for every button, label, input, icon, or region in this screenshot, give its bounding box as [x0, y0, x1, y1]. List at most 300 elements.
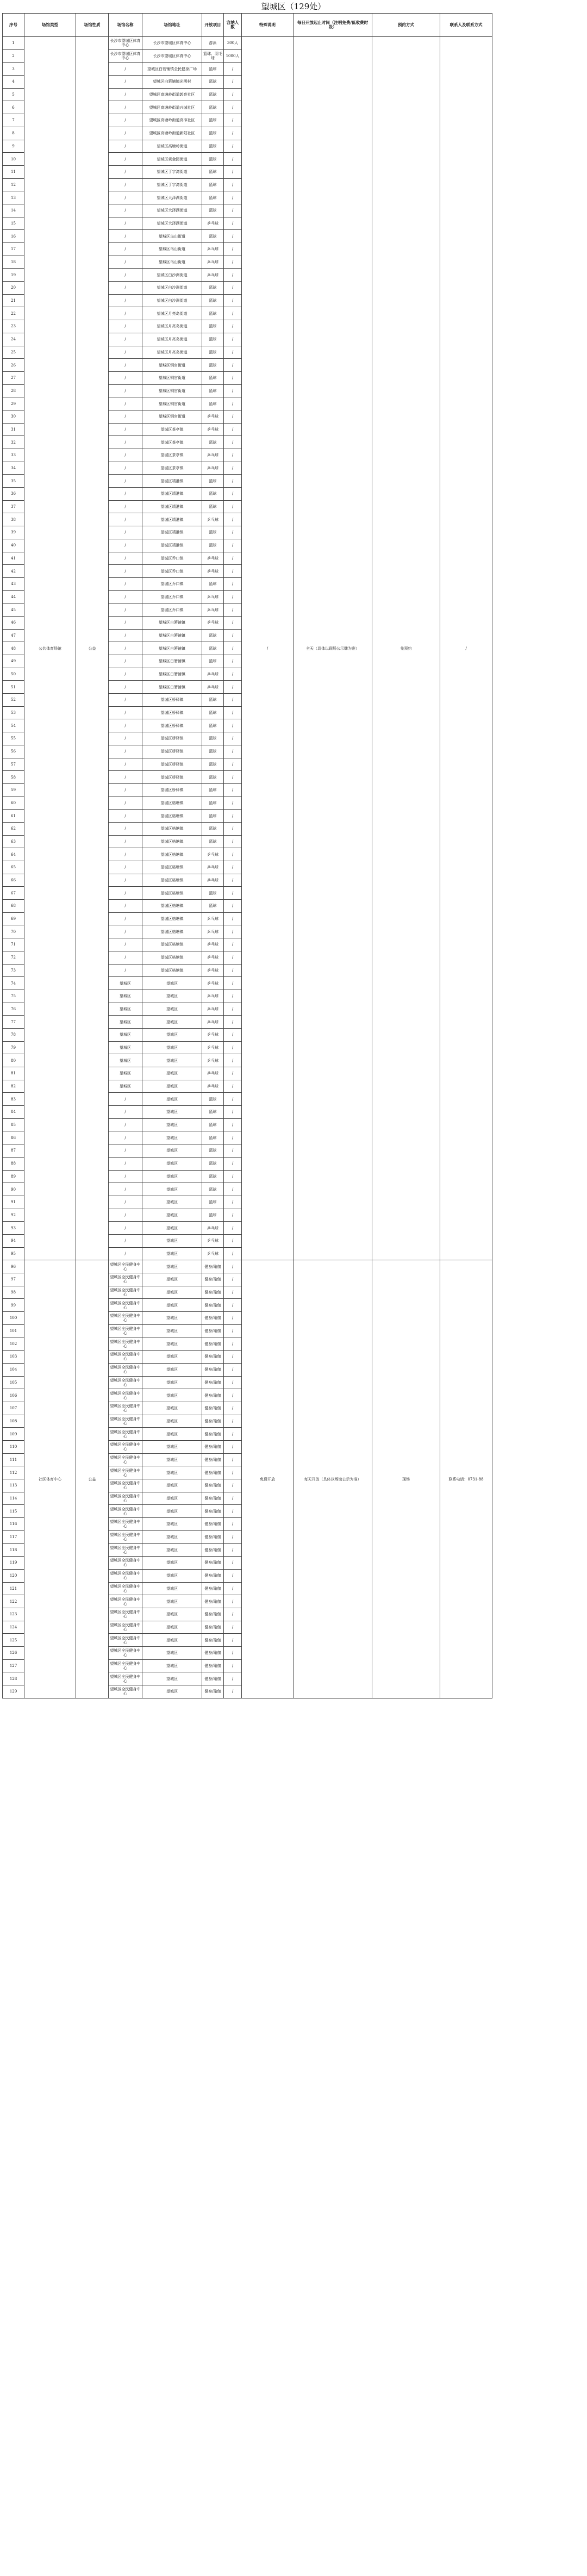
seq-cell: 16 [3, 230, 24, 243]
open-item-cell: 篮球 [202, 1118, 224, 1131]
open-item-cell: 乒乓球 [202, 590, 224, 603]
venue-address-cell: 望城区 [142, 1324, 202, 1337]
seq-cell: 56 [3, 745, 24, 758]
venue-name-cell: 望城区全民健身中心 [109, 1672, 142, 1685]
booking-cell: 免预约 [372, 37, 440, 1260]
venue-address-cell: 望城区 [142, 1659, 202, 1672]
open-item-cell: 乒乓球 [202, 1222, 224, 1235]
venue-address-cell: 望城区 [142, 1595, 202, 1608]
venue-nature-cell: 公益 [76, 37, 109, 1260]
seq-cell: 79 [3, 1041, 24, 1054]
header-cell: 场馆性质 [76, 14, 109, 37]
seq-cell: 23 [3, 320, 24, 333]
venue-address-cell: 望城区白沙洲街道 [142, 282, 202, 295]
seq-cell: 110 [3, 1440, 24, 1453]
seq-cell: 1 [3, 37, 24, 50]
venue-address-cell: 望城区乌山街道 [142, 256, 202, 269]
capacity-cell: / [224, 1376, 242, 1389]
capacity-cell: / [224, 758, 242, 771]
open-item-cell: 乒乓球 [202, 1234, 224, 1247]
capacity-cell: / [224, 191, 242, 204]
venue-name-cell: / [109, 861, 142, 874]
open-item-cell: 健身/瑜伽 [202, 1685, 224, 1698]
capacity-cell: / [224, 912, 242, 925]
open-item-cell: 健身/瑜伽 [202, 1363, 224, 1376]
open-item-cell: 篮球 [202, 539, 224, 552]
capacity-cell: / [224, 475, 242, 488]
venue-name-cell: / [109, 732, 142, 745]
open-item-cell: 篮球 [202, 1170, 224, 1183]
venue-name-cell: / [109, 436, 142, 449]
hours-cell: 每天开放（具体以场馆公示为准） [294, 1260, 372, 1698]
seq-cell: 32 [3, 436, 24, 449]
venue-address-cell: 望城区 [142, 1080, 202, 1093]
venue-name-cell: / [109, 900, 142, 913]
venue-name-cell: / [109, 191, 142, 204]
capacity-cell: / [224, 1621, 242, 1634]
venue-address-cell: 望城区格塘镇 [142, 822, 202, 835]
venue-address-cell: 望城区 [142, 1492, 202, 1505]
contact-cell: 联系电话：0731-88 [440, 1260, 492, 1698]
capacity-cell: / [224, 1222, 242, 1235]
venue-name-cell: / [109, 694, 142, 707]
venue-address-cell: 望城区乔口镇 [142, 565, 202, 578]
capacity-cell: / [224, 1466, 242, 1479]
seq-cell: 35 [3, 475, 24, 488]
venue-name-cell: / [109, 462, 142, 475]
capacity-cell: / [224, 1067, 242, 1080]
open-item-cell: 乒乓球 [202, 964, 224, 977]
venue-address-cell: 望城区大泽湖街道 [142, 191, 202, 204]
table-row [3, 37, 585, 50]
seq-cell: 80 [3, 1054, 24, 1067]
venue-name-cell: 望城区全民健身中心 [109, 1260, 142, 1273]
open-item-cell: 健身/瑜伽 [202, 1466, 224, 1479]
capacity-cell: / [224, 1016, 242, 1029]
open-item-cell: 篮球 [202, 758, 224, 771]
open-item-cell: 健身/瑜伽 [202, 1582, 224, 1595]
seq-cell: 87 [3, 1144, 24, 1158]
venue-address-cell: 望城区大泽湖街道 [142, 204, 202, 217]
seq-cell: 94 [3, 1234, 24, 1247]
capacity-cell: / [224, 1544, 242, 1557]
venue-address-cell: 望城区格塘镇 [142, 887, 202, 900]
venue-address-cell: 望城区茶亭镇 [142, 462, 202, 475]
open-item-cell: 健身/瑜伽 [202, 1608, 224, 1621]
capacity-cell: / [224, 488, 242, 501]
open-item-cell: 游泳 [202, 37, 224, 50]
capacity-cell: / [224, 900, 242, 913]
venue-address-cell: 望城区桥驿镇 [142, 719, 202, 732]
venue-address-cell: 望城区 [142, 1273, 202, 1286]
capacity-cell: / [224, 681, 242, 694]
venue-name-cell: 望城区全民健身中心 [109, 1595, 142, 1608]
open-item-cell: 乒乓球 [202, 449, 224, 462]
capacity-cell: / [224, 1685, 242, 1698]
seq-cell: 11 [3, 165, 24, 178]
open-item-cell: 篮球 [202, 282, 224, 295]
open-item-cell: 健身/瑜伽 [202, 1646, 224, 1659]
capacity-cell: / [224, 76, 242, 89]
seq-cell: 124 [3, 1621, 24, 1634]
seq-cell: 46 [3, 616, 24, 629]
capacity-cell: / [224, 745, 242, 758]
capacity-cell: / [224, 539, 242, 552]
venue-address-cell: 望城区 [142, 1685, 202, 1698]
venue-name-cell: / [109, 1093, 142, 1106]
capacity-cell: / [224, 552, 242, 565]
venue-address-cell: 望城区 [142, 1530, 202, 1544]
venue-address-cell: 望城区 [142, 1634, 202, 1647]
hours-cell: 全天（具体以现场公示牌为准） [294, 37, 372, 1260]
venue-address-cell: 望城区 [142, 1093, 202, 1106]
seq-cell: 96 [3, 1260, 24, 1273]
venue-address-cell: 望城区格塘镇 [142, 951, 202, 964]
open-item-cell: 乒乓球 [202, 256, 224, 269]
venue-name-cell: / [109, 76, 142, 89]
seq-cell: 111 [3, 1453, 24, 1466]
capacity-cell: / [224, 153, 242, 166]
venue-address-cell: 望城区 [142, 1170, 202, 1183]
venue-name-cell: / [109, 668, 142, 681]
venue-name-cell: 望城区 [109, 1016, 142, 1029]
venue-address-cell: 望城区 [142, 1582, 202, 1595]
open-item-cell: 篮球 [202, 191, 224, 204]
venue-address-cell: 望城区乔口镇 [142, 552, 202, 565]
venue-address-cell: 长沙市望城区体育中心 [142, 37, 202, 50]
venue-address-cell: 望城区白箬铺镇 [142, 642, 202, 655]
venue-address-cell: 望城区白箬铺镇 [142, 629, 202, 642]
open-item-cell: 乒乓球 [202, 951, 224, 964]
seq-cell: 13 [3, 191, 24, 204]
open-item-cell: 健身/瑜伽 [202, 1273, 224, 1286]
open-item-cell: 乒乓球 [202, 1247, 224, 1260]
seq-cell: 72 [3, 951, 24, 964]
seq-cell: 85 [3, 1118, 24, 1131]
venue-address-cell: 望城区 [142, 1106, 202, 1119]
seq-cell: 113 [3, 1479, 24, 1492]
venue-name-cell: / [109, 1118, 142, 1131]
capacity-cell: / [224, 1608, 242, 1621]
open-item-cell: 健身/瑜伽 [202, 1324, 224, 1337]
open-item-cell: 健身/瑜伽 [202, 1479, 224, 1492]
venue-address-cell: 望城区 [142, 1376, 202, 1389]
venue-name-cell: 望城区全民健身中心 [109, 1337, 142, 1351]
seq-cell: 86 [3, 1131, 24, 1144]
capacity-cell: / [224, 990, 242, 1003]
open-item-cell: 乒乓球 [202, 1028, 224, 1041]
open-item-cell: 篮球 [202, 384, 224, 397]
venue-name-cell: 望城区 [109, 1054, 142, 1067]
capacity-cell: / [224, 243, 242, 256]
capacity-cell: / [224, 320, 242, 333]
seq-cell: 82 [3, 1080, 24, 1093]
venue-address-cell: 望城区 [142, 1222, 202, 1235]
capacity-cell: / [224, 1324, 242, 1337]
seq-cell: 125 [3, 1634, 24, 1647]
capacity-cell: / [224, 101, 242, 114]
seq-cell: 9 [3, 140, 24, 153]
open-item-cell: 健身/瑜伽 [202, 1530, 224, 1544]
open-item-cell: 乒乓球 [202, 681, 224, 694]
venue-address-cell: 望城区高塘岭街道新阳社区 [142, 127, 202, 140]
open-item-cell: 乒乓球 [202, 616, 224, 629]
open-item-cell: 篮球 [202, 76, 224, 89]
venue-address-cell: 望城区月亮岛街道 [142, 307, 202, 320]
open-item-cell: 篮球 [202, 771, 224, 784]
venue-name-cell: / [109, 797, 142, 810]
venue-name-cell: / [109, 63, 142, 76]
venue-name-cell: / [109, 1170, 142, 1183]
capacity-cell: / [224, 423, 242, 436]
venue-name-cell: / [109, 1157, 142, 1170]
venue-table [2, 13, 585, 1698]
seq-cell: 57 [3, 758, 24, 771]
seq-cell: 64 [3, 848, 24, 861]
venue-name-cell: 望城区全民健身中心 [109, 1389, 142, 1402]
capacity-cell: / [224, 1530, 242, 1544]
venue-name-cell: / [109, 140, 142, 153]
open-item-cell: 乒乓球 [202, 513, 224, 526]
seq-cell: 15 [3, 217, 24, 230]
seq-cell: 3 [3, 63, 24, 76]
open-item-cell: 健身/瑜伽 [202, 1260, 224, 1273]
seq-cell: 78 [3, 1028, 24, 1041]
venue-name-cell: / [109, 848, 142, 861]
venue-address-cell: 望城区格塘镇 [142, 861, 202, 874]
open-item-cell: 篮球 [202, 127, 224, 140]
venue-name-cell: 望城区全民健身中心 [109, 1324, 142, 1337]
capacity-cell: / [224, 797, 242, 810]
venue-name-cell: / [109, 114, 142, 127]
seq-cell: 69 [3, 912, 24, 925]
venue-name-cell: 望城区全民健身中心 [109, 1492, 142, 1505]
capacity-cell: / [224, 861, 242, 874]
venue-address-cell: 望城区乌山街道 [142, 230, 202, 243]
capacity-cell: / [224, 1557, 242, 1570]
venue-name-cell: / [109, 397, 142, 410]
seq-cell: 90 [3, 1183, 24, 1196]
venue-name-cell: / [109, 1106, 142, 1119]
capacity-cell: / [224, 230, 242, 243]
venue-name-cell: 望城区全民健身中心 [109, 1582, 142, 1595]
capacity-cell: / [224, 63, 242, 76]
venue-address-cell: 望城区丁字湾街道 [142, 165, 202, 178]
open-item-cell: 篮球 [202, 63, 224, 76]
seq-cell: 114 [3, 1492, 24, 1505]
open-item-cell: 乒乓球 [202, 603, 224, 617]
open-item-cell: 篮球 [202, 1196, 224, 1209]
capacity-cell: / [224, 346, 242, 359]
seq-cell: 81 [3, 1067, 24, 1080]
seq-cell: 89 [3, 1170, 24, 1183]
seq-cell: 45 [3, 603, 24, 617]
seq-cell: 70 [3, 925, 24, 938]
seq-cell: 120 [3, 1569, 24, 1582]
seq-cell: 50 [3, 668, 24, 681]
capacity-cell: / [224, 835, 242, 848]
seq-cell: 8 [3, 127, 24, 140]
venue-name-cell: 望城区全民健身中心 [109, 1685, 142, 1698]
venue-address-cell: 望城区 [142, 1286, 202, 1299]
capacity-cell: / [224, 410, 242, 423]
capacity-cell: / [224, 204, 242, 217]
venue-address-cell: 望城区靖港镇 [142, 526, 202, 539]
open-item-cell: 篮球 [202, 346, 224, 359]
open-item-cell: 乒乓球 [202, 269, 224, 282]
capacity-cell: / [224, 1196, 242, 1209]
seq-cell: 102 [3, 1337, 24, 1351]
seq-cell: 77 [3, 1016, 24, 1029]
seq-cell: 118 [3, 1544, 24, 1557]
venue-address-cell: 望城区 [142, 1672, 202, 1685]
capacity-cell: / [224, 964, 242, 977]
seq-cell: 88 [3, 1157, 24, 1170]
open-item-cell: 篮球 [202, 783, 224, 797]
header-cell: 预约方式 [372, 14, 440, 37]
venue-name-cell: 望城区全民健身中心 [109, 1363, 142, 1376]
venue-name-cell: / [109, 449, 142, 462]
open-item-cell: 篮球 [202, 1183, 224, 1196]
seq-cell: 17 [3, 243, 24, 256]
venue-name-cell: / [109, 822, 142, 835]
venue-address-cell: 望城区白箬铺镇 [142, 668, 202, 681]
seq-cell: 99 [3, 1299, 24, 1312]
capacity-cell: / [224, 1093, 242, 1106]
venue-name-cell: / [109, 1183, 142, 1196]
venue-address-cell: 望城区铜官街道 [142, 371, 202, 384]
venue-address-cell: 望城区靖港镇 [142, 500, 202, 513]
seq-cell: 22 [3, 307, 24, 320]
capacity-cell: / [224, 925, 242, 938]
open-item-cell: 篮球 [202, 835, 224, 848]
venue-name-cell: / [109, 1222, 142, 1235]
capacity-cell: / [224, 1569, 242, 1582]
venue-address-cell: 长沙市望城区体育中心 [142, 49, 202, 63]
seq-cell: 123 [3, 1608, 24, 1621]
venue-address-cell: 望城区桥驿镇 [142, 783, 202, 797]
open-item-cell: 篮球 [202, 397, 224, 410]
venue-name-cell: / [109, 887, 142, 900]
seq-cell: 21 [3, 294, 24, 307]
venue-address-cell: 望城区 [142, 1041, 202, 1054]
seq-cell: 65 [3, 861, 24, 874]
open-item-cell: 乒乓球 [202, 874, 224, 887]
header-cell: 序号 [3, 14, 24, 37]
venue-name-cell: 望城区全民健身中心 [109, 1518, 142, 1531]
venue-name-cell: / [109, 371, 142, 384]
capacity-cell: / [224, 577, 242, 590]
capacity-cell: / [224, 1106, 242, 1119]
venue-name-cell: / [109, 333, 142, 346]
open-item-cell: 篮球 [202, 153, 224, 166]
open-item-cell: 篮球 [202, 732, 224, 745]
venue-name-cell: 望城区 [109, 977, 142, 990]
capacity-cell: / [224, 1080, 242, 1093]
capacity-cell: / [224, 436, 242, 449]
venue-address-cell: 望城区铜官街道 [142, 384, 202, 397]
seq-cell: 106 [3, 1389, 24, 1402]
seq-cell: 12 [3, 178, 24, 191]
venue-address-cell: 望城区格塘镇 [142, 835, 202, 848]
capacity-cell: / [224, 384, 242, 397]
venue-name-cell: 望城区 [109, 1003, 142, 1016]
open-item-cell: 篮球 [202, 1093, 224, 1106]
seq-cell: 14 [3, 204, 24, 217]
open-item-cell: 篮球 [202, 294, 224, 307]
venue-name-cell: / [109, 269, 142, 282]
venue-address-cell: 望城区靖港镇 [142, 488, 202, 501]
open-item-cell: 健身/瑜伽 [202, 1544, 224, 1557]
venue-name-cell: / [109, 706, 142, 719]
open-item-cell: 篮球 [202, 629, 224, 642]
venue-name-cell: 望城区全民健身中心 [109, 1634, 142, 1647]
seq-cell: 51 [3, 681, 24, 694]
venue-address-cell: 望城区 [142, 1544, 202, 1557]
seq-cell: 112 [3, 1466, 24, 1479]
capacity-cell: / [224, 642, 242, 655]
seq-cell: 68 [3, 900, 24, 913]
open-item-cell: 乒乓球 [202, 977, 224, 990]
venue-address-cell: 望城区 [142, 1428, 202, 1441]
capacity-cell: / [224, 1247, 242, 1260]
capacity-cell: / [224, 1505, 242, 1518]
venue-name-cell: 望城区全民健身中心 [109, 1312, 142, 1325]
open-item-cell: 健身/瑜伽 [202, 1312, 224, 1325]
capacity-cell: / [224, 874, 242, 887]
open-item-cell: 健身/瑜伽 [202, 1402, 224, 1415]
open-item-cell: 篮球 [202, 655, 224, 668]
open-item-cell: 乒乓球 [202, 1067, 224, 1080]
venue-name-cell: / [109, 835, 142, 848]
venue-address-cell: 望城区茶亭镇 [142, 449, 202, 462]
venue-address-cell: 望城区格塘镇 [142, 912, 202, 925]
open-item-cell: 健身/瑜伽 [202, 1595, 224, 1608]
capacity-cell: / [224, 269, 242, 282]
open-item-cell: 乒乓球 [202, 1054, 224, 1067]
capacity-cell: / [224, 282, 242, 295]
venue-name-cell: / [109, 526, 142, 539]
seq-cell: 10 [3, 153, 24, 166]
venue-name-cell: / [109, 500, 142, 513]
seq-cell: 116 [3, 1518, 24, 1531]
venue-name-cell: 望城区全民健身中心 [109, 1453, 142, 1466]
open-item-cell: 篮球 [202, 577, 224, 590]
venue-address-cell: 望城区 [142, 1608, 202, 1621]
seq-cell: 19 [3, 269, 24, 282]
venue-address-cell: 望城区 [142, 1453, 202, 1466]
venue-name-cell: / [109, 178, 142, 191]
seq-cell: 49 [3, 655, 24, 668]
capacity-cell: / [224, 1402, 242, 1415]
venue-address-cell: 望城区格塘镇 [142, 900, 202, 913]
open-item-cell: 乒乓球 [202, 668, 224, 681]
venue-name-cell: / [109, 217, 142, 230]
venue-name-cell: / [109, 282, 142, 295]
seq-cell: 105 [3, 1376, 24, 1389]
seq-cell: 28 [3, 384, 24, 397]
capacity-cell: / [224, 938, 242, 951]
venue-address-cell: 望城区乔口镇 [142, 577, 202, 590]
seq-cell: 100 [3, 1312, 24, 1325]
capacity-cell: / [224, 294, 242, 307]
open-item-cell: 篮球 [202, 1209, 224, 1222]
venue-name-cell: / [109, 938, 142, 951]
venue-name-cell: / [109, 88, 142, 101]
seq-cell: 41 [3, 552, 24, 565]
capacity-cell: / [224, 1054, 242, 1067]
seq-cell: 74 [3, 977, 24, 990]
